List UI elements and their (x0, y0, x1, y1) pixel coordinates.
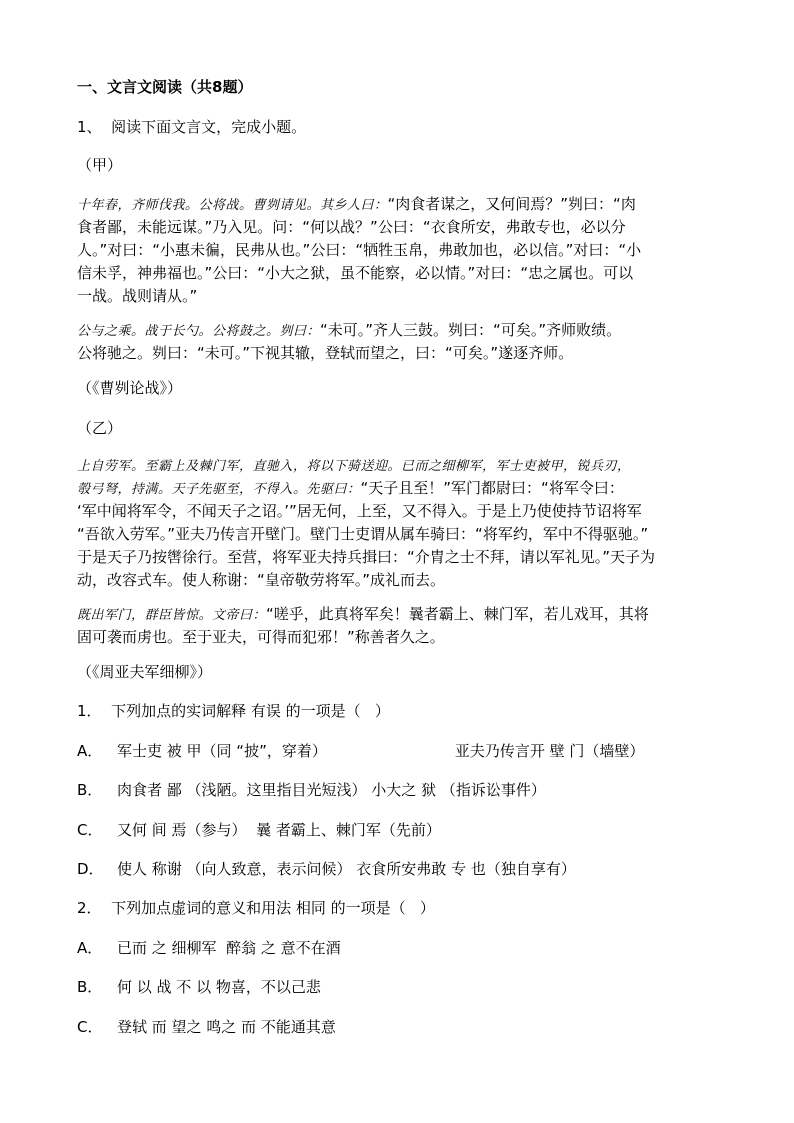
passage-b-handwritten: 彀弓弩，持满。天子先驱至，不得入。先驱曰： (77, 482, 361, 497)
q2-option-a (77, 938, 341, 958)
passage-b-source: （《周亚夫军细柳》） (77, 663, 213, 681)
passage-a-line (77, 320, 621, 342)
passage-a-label: （甲） (77, 156, 123, 174)
option-letter: A． (77, 939, 103, 957)
option-text: 又何 间 焉（参与） 曩 者霸上、棘门军（先前） (117, 821, 441, 839)
passage-b-text: “嗟乎，此真将军矣！曩者霸上、棘门军，若儿戏耳，其将 (266, 605, 649, 623)
passage-a-line: 公将驰之。刿曰：“未可。”下视其辙，登轼而望之，曰：“可矣。”遂逐齐师。 (77, 344, 574, 362)
passage-a-line: 人。”对曰：“小惠未徧，民弗从也。”公曰：“牺牲玉帛，弗敢加也，必以信。”对曰：“小 (77, 241, 642, 259)
passage-b-line: 动，改容式车。使人称谢：“皇帝敬劳将军。”成礼而去。 (77, 571, 446, 589)
passage-b-line: ‘军中闻将军令，不闻天子之诏。’”居无何，上至，又不得入。于是上乃使使持节诏将军 (77, 502, 642, 520)
option-text: 军士吏 被 甲（同 “披”，穿着） (117, 742, 327, 760)
passage-a-source: （《曹刿论战》） (77, 379, 183, 397)
q1-option-c (77, 820, 441, 840)
passage-a-text: “肉食者谋之，又何间焉？”刿曰：“肉 (387, 195, 636, 213)
passage-b-line (77, 478, 624, 500)
question-intro: 1、 阅读下面文言文，完成小题。 (77, 118, 307, 136)
section-title: 一、文言文阅读（共8题） (77, 78, 253, 96)
passage-a-line: 一战。战则请从。” (77, 287, 198, 305)
q1-stem: 1． 下列加点的实词解释 有误 的一项是（ ） (77, 702, 390, 720)
option-letter: C． (77, 1018, 103, 1036)
q1-option-b (77, 780, 546, 800)
passage-b-line: 固可袭而虏也。至于亚夫，可得而犯邪！”称善者久之。 (77, 628, 445, 646)
passage-b-handwritten: 上自劳军。至霸上及棘门军，直驰入，将以下骑送迎。已而之细柳军，军士吏被甲，锐兵刃， (77, 459, 631, 474)
q1-option-d (77, 859, 576, 879)
option-text: 使人 称谢 （向人致意，表示问候） 衣食所安弗敢 专 也（独自享有） (117, 860, 576, 878)
passage-b-line: 于是天子乃按辔徐行。至营，将军亚夫持兵揖曰：“介胄之士不拜，请以军礼见。”天子为 (77, 548, 656, 566)
option-text: 已而 之 细柳军 醉翁 之 意不在酒 (117, 939, 341, 957)
option-letter: A． (77, 742, 103, 760)
passage-a-text: “未可。”齐人三鼓。刿曰：“可矣。”齐师败绩。 (320, 321, 622, 339)
q2-option-c (77, 1017, 336, 1037)
option-letter: C． (77, 821, 103, 839)
option-letter: B． (77, 978, 103, 996)
q1-option-a (77, 741, 644, 761)
q2-stem: 2． 下列加点虚词的意义和用法 相同 的一项是（ ） (77, 899, 435, 917)
passage-b-line (77, 604, 649, 626)
option-text: 肉食者 鄙 （浅陋。这里指目光短浅） 小大之 狱 （指诉讼事件） (117, 781, 546, 799)
option-text-right: 亚夫乃传言开 壁 门（墙壁） (454, 742, 645, 760)
option-letter: B． (77, 781, 103, 799)
passage-b-handwritten: 既出军门，群臣皆惊。文帝曰： (77, 608, 267, 623)
passage-a-line: 食者鄙，未能远谋。”乃入见。问：“何以战？”公曰：“衣食所安，弗敢专也，必以分 (77, 218, 626, 236)
q2-option-b (77, 977, 321, 997)
passage-a-line (77, 194, 636, 216)
passage-a-handwritten: 公与之乘。战于长勺。公将鼓之。刿曰： (77, 324, 321, 339)
passage-b-line (77, 455, 631, 477)
passage-a-handwritten: 十年春，齐师伐我。公将战。曹刿请见。其乡人曰： (77, 198, 388, 213)
option-letter: D． (77, 860, 104, 878)
passage-b-line: “吾欲入劳军。”亚夫乃传言开壁门。壁门士吏谓从属车骑曰：“将军约，军中不得驱驰。” (77, 525, 649, 543)
option-text: 登轼 而 望之 鸣之 而 不能通其意 (117, 1018, 336, 1036)
passage-b-label: （乙） (77, 419, 123, 437)
option-text: 何 以 战 不 以 物喜，不以己悲 (117, 978, 321, 996)
passage-b-text: “天子且至！”军门都尉曰：“将军令曰： (360, 479, 624, 497)
passage-a-line: 信未孚，神弗福也。”公曰：“小大之狱，虽不能察，必以情。”对曰：“忠之属也。可以 (77, 264, 634, 282)
